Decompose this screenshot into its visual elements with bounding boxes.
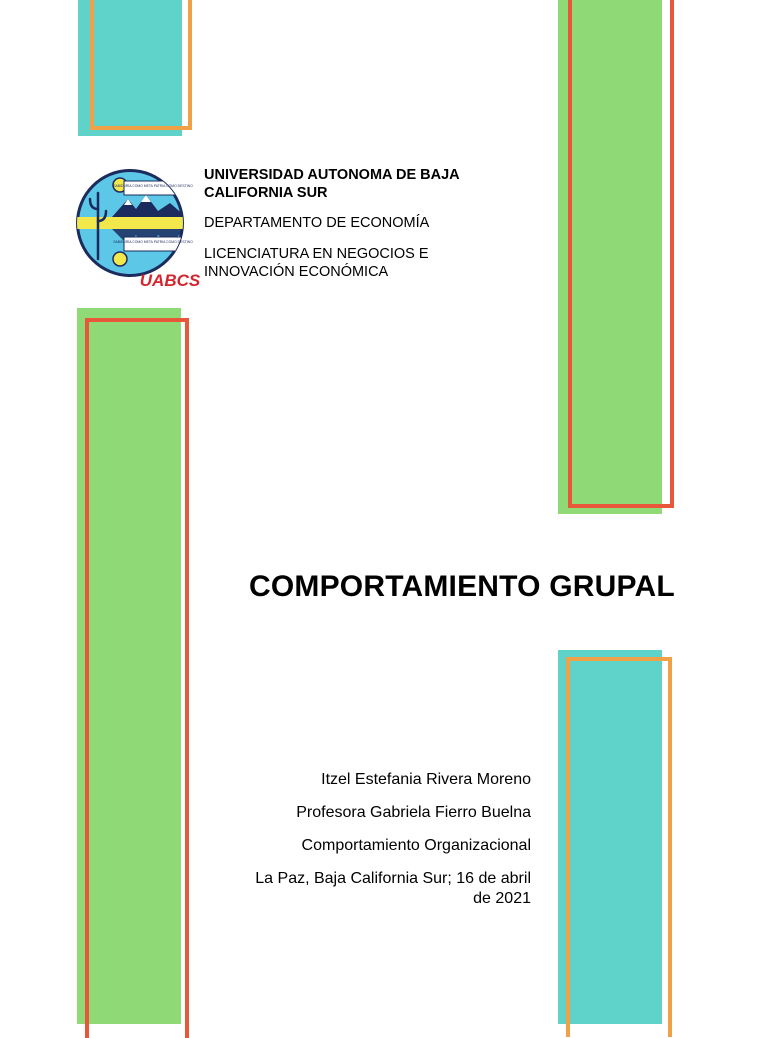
course-name: Comportamiento Organizacional <box>301 837 531 854</box>
professor-name: Profesora Gabriela Fierro Buelna <box>296 804 531 821</box>
svg-text:UABCS: UABCS <box>139 271 201 290</box>
student-name: Itzel Estefania Rivera Moreno <box>321 771 531 788</box>
place-date: La Paz, Baja California Sur; 16 de abril de 2021 <box>255 870 531 907</box>
institution-header <box>204 166 504 281</box>
svg-text:SABIDURÍA COMO META PATRIA COM: SABIDURÍA COMO META PATRIA COMO DESTINO <box>113 240 193 244</box>
left-red-frame <box>85 318 189 1038</box>
bottom-right-orange-frame <box>566 657 672 1037</box>
program-name: LICENCIATURA EN NEGOCIOS E INNOVACIÓN ECONÓMICA <box>204 246 429 280</box>
uabcs-logo-icon <box>74 163 201 291</box>
top-right-red-frame <box>568 0 674 508</box>
document-title: COMPORTAMIENTO GRUPAL <box>249 570 675 603</box>
svg-text:SABIDURÍA COMO META PATRIA COM: SABIDURÍA COMO META PATRIA COMO DESTINO <box>113 184 193 188</box>
university-name: UNIVERSIDAD AUTONOMA DE BAJA CALIFORNIA SUR <box>204 167 460 201</box>
author-info <box>251 770 531 922</box>
department-name: DEPARTAMENTO DE ECONOMÍA <box>204 215 430 231</box>
top-left-orange-frame <box>90 0 192 130</box>
